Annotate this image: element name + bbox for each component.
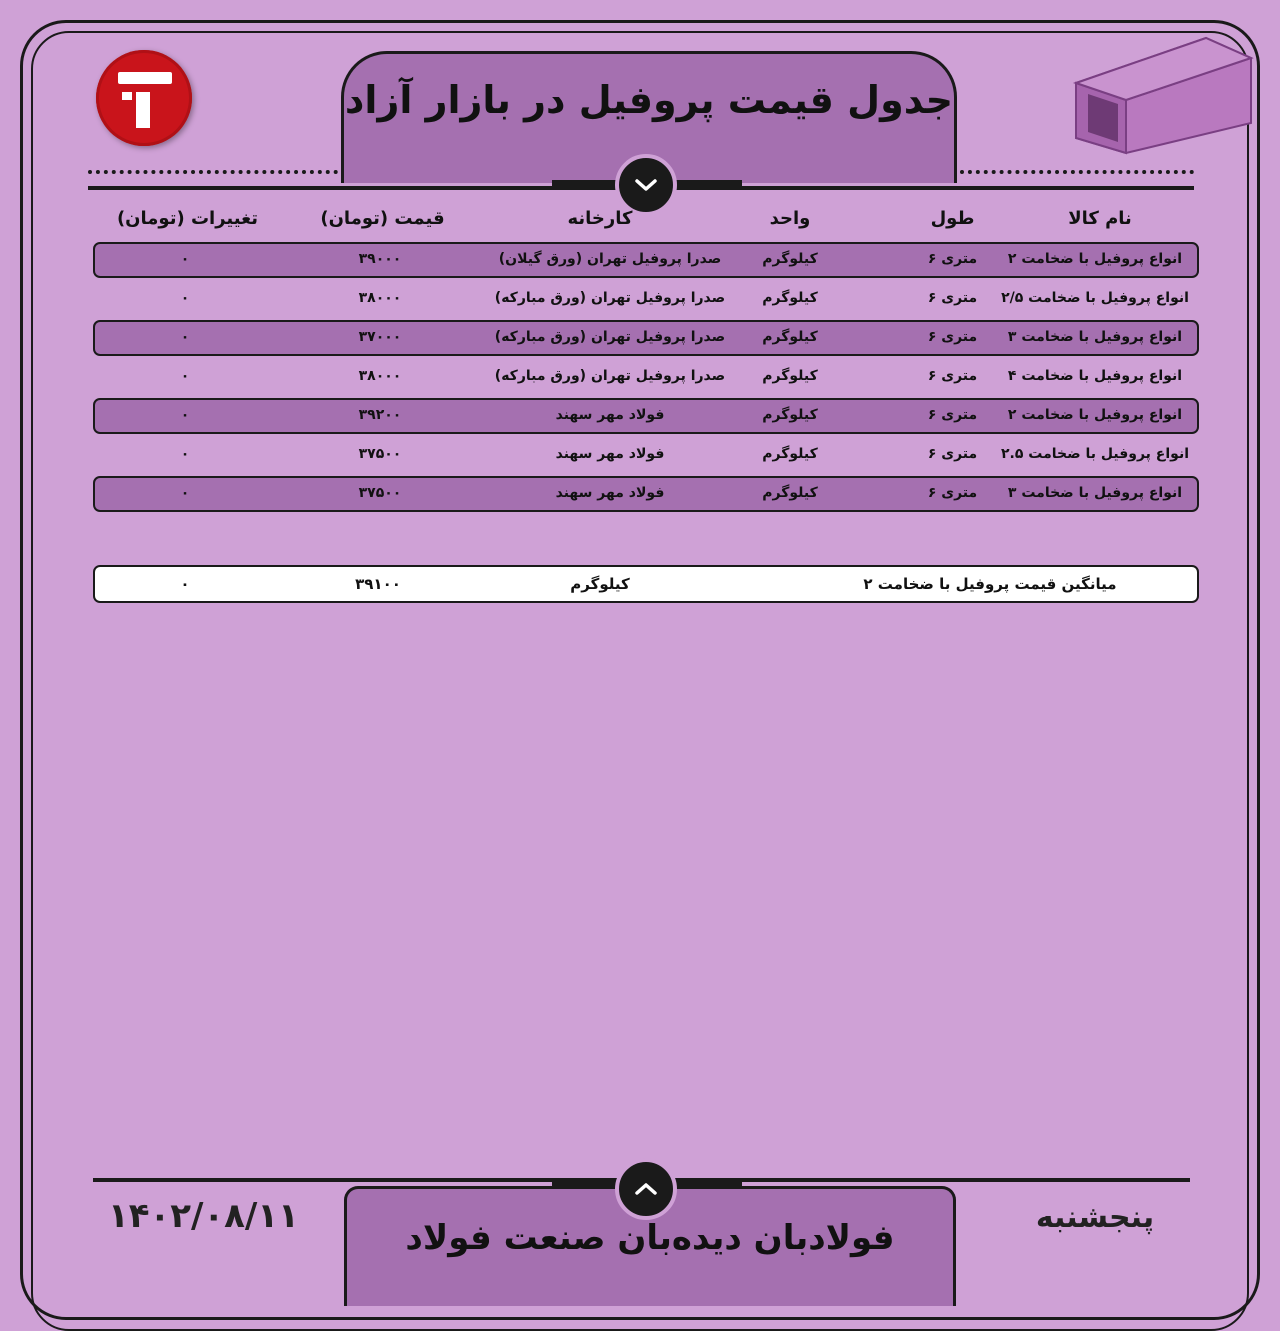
chevron-up-icon bbox=[615, 1158, 677, 1220]
footer-date: ۱۴۰۲/۰۸/۱۱ bbox=[108, 1196, 299, 1236]
cell-unit: کیلوگرم bbox=[762, 251, 818, 267]
cell-name: انواع پروفیل با ضخامت ۲.۵ bbox=[1000, 446, 1190, 462]
chevron-down-icon bbox=[615, 154, 677, 216]
cell-factory: فولاد مهر سهند bbox=[555, 407, 665, 423]
cell-unit: کیلوگرم bbox=[762, 368, 818, 384]
cell-price: ۳۷۰۰۰ bbox=[358, 329, 402, 345]
col-header-unit: واحد bbox=[769, 208, 811, 229]
col-header-name: نام کالا bbox=[1068, 208, 1132, 229]
cell-change: ۰ bbox=[180, 368, 190, 384]
average-label: میانگین قیمت پروفیل با ضخامت ۲ bbox=[863, 575, 1117, 593]
cell-length: متری ۶ bbox=[927, 485, 978, 501]
cell-unit: کیلوگرم bbox=[762, 329, 818, 345]
cell-length: متری ۶ bbox=[927, 407, 978, 423]
cell-name: انواع پروفیل با ضخامت ۲ bbox=[1007, 407, 1183, 423]
cell-factory: فولاد مهر سهند bbox=[555, 446, 665, 462]
cell-price: ۳۷۵۰۰ bbox=[358, 446, 402, 462]
profile-tube-icon bbox=[1066, 28, 1256, 158]
cell-change: ۰ bbox=[180, 290, 190, 306]
page-title: جدول قیمت پروفیل در بازار آزاد bbox=[344, 78, 954, 122]
cell-price: ۳۸۰۰۰ bbox=[358, 368, 402, 384]
cell-price: ۳۹۲۰۰ bbox=[358, 407, 402, 423]
cell-change: ۰ bbox=[180, 407, 190, 423]
dotted-divider bbox=[960, 170, 1194, 174]
cell-unit: کیلوگرم bbox=[762, 290, 818, 306]
logo-icon bbox=[96, 50, 192, 146]
cell-name: انواع پروفیل با ضخامت ۴ bbox=[1007, 368, 1183, 384]
footer-brand: فولادبان دیده‌بان صنعت فولاد bbox=[405, 1218, 895, 1258]
cell-length: متری ۶ bbox=[927, 290, 978, 306]
cell-unit: کیلوگرم bbox=[762, 485, 818, 501]
cell-change: ۰ bbox=[180, 446, 190, 462]
col-header-price: قیمت (تومان) bbox=[320, 208, 445, 229]
cell-factory: صدرا پروفیل تهران (ورق مبارکه) bbox=[494, 329, 726, 345]
cell-unit: کیلوگرم bbox=[762, 407, 818, 423]
cell-change: ۰ bbox=[180, 485, 190, 501]
cell-change: ۰ bbox=[180, 329, 190, 345]
cell-unit: کیلوگرم bbox=[762, 446, 818, 462]
cell-factory: صدرا پروفیل تهران (ورق مبارکه) bbox=[494, 290, 726, 306]
dotted-divider bbox=[88, 170, 338, 174]
col-header-factory: کارخانه bbox=[567, 208, 633, 229]
cell-length: متری ۶ bbox=[927, 329, 978, 345]
average-change: ۰ bbox=[180, 575, 190, 593]
cell-change: ۰ bbox=[180, 251, 190, 267]
col-header-length: طول bbox=[930, 208, 975, 229]
average-price: ۳۹۱۰۰ bbox=[355, 575, 401, 593]
average-unit: کیلوگرم bbox=[570, 575, 630, 593]
cell-length: متری ۶ bbox=[927, 368, 978, 384]
cell-factory: صدرا پروفیل تهران (ورق گیلان) bbox=[498, 251, 722, 267]
cell-price: ۳۷۵۰۰ bbox=[358, 485, 402, 501]
cell-name: انواع پروفیل با ضخامت ۳ bbox=[1007, 485, 1183, 501]
footer-day: پنجشنبه bbox=[1035, 1200, 1155, 1235]
cell-length: متری ۶ bbox=[927, 251, 978, 267]
cell-length: متری ۶ bbox=[927, 446, 978, 462]
cell-name: انواع پروفیل با ضخامت ۳ bbox=[1007, 329, 1183, 345]
cell-factory: فولاد مهر سهند bbox=[555, 485, 665, 501]
cell-price: ۳۸۰۰۰ bbox=[358, 290, 402, 306]
cell-price: ۳۹۰۰۰ bbox=[358, 251, 402, 267]
cell-factory: صدرا پروفیل تهران (ورق مبارکه) bbox=[494, 368, 726, 384]
cell-name: انواع پروفیل با ضخامت ۲/۵ bbox=[1001, 290, 1189, 306]
col-header-change: تغییرات (تومان) bbox=[116, 208, 259, 229]
cell-name: انواع پروفیل با ضخامت ۲ bbox=[1007, 251, 1183, 267]
